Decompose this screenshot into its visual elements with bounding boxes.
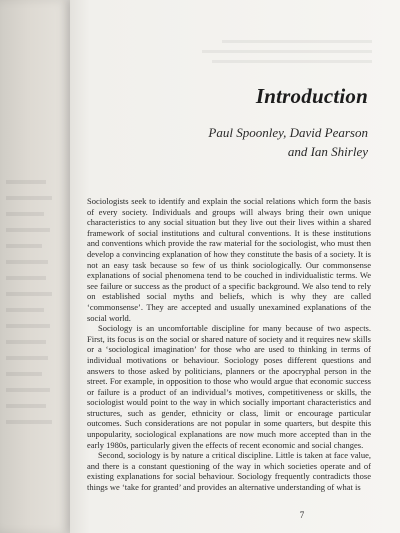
ghost-text-line (6, 420, 52, 424)
previous-page-edge (0, 0, 70, 533)
chapter-title: Introduction (255, 84, 368, 108)
ghost-text-line (6, 308, 44, 312)
ghost-text-line (6, 404, 46, 408)
ghost-text-line (6, 324, 50, 328)
body-text (87, 196, 371, 493)
paragraph: Sociology is an uncomfortable discipline for many because of two aspects. First, its focus is on the social or shared nature of society and it requires new skills or a ‘sociological imagination’ for those who are used to thinking in terms of individual motivations or behaviour. Sociology poses different questions and answers to those asked by politicians, planners or the apocryphal person in the street. For example, in opposition to those who would argue that economic success or failure is a product of an individual’s motives, competitiveness or skills, the sociologist would point to the way in which socially important characteristics and structures, such as gender, ethnicity or class, limit or encourage particular outcomes. Such considerations are not popular in some quarters, but despite this unpopularity, sociological explanations are now much more accepted than in the early 1980s, particularly given the effects of recent economic and social changes. (87, 323, 371, 450)
book-page (70, 0, 400, 533)
ghost-text-line (6, 292, 52, 296)
ghost-text-line (6, 372, 42, 376)
show-through-line (212, 60, 372, 63)
ghost-text-line (6, 276, 46, 280)
ghost-text-line (6, 388, 50, 392)
page-number: 7 (299, 510, 305, 520)
chapter-authors-line-1: Paul Spoonley, David Pearson (208, 125, 368, 140)
ghost-text-line (6, 212, 44, 216)
ghost-text-line (6, 180, 46, 184)
show-through-line (202, 50, 372, 53)
ghost-text-line (6, 196, 52, 200)
paragraph: Second, sociology is by nature a critical discipline. Little is taken at face value, and there is a constant questioning of the way in which societies operate and of existing explanations for social behaviour. Sociology frequently contradicts those things we ‘take for granted’ and provides an alternative understanding of what is (87, 450, 371, 493)
paragraph: Sociologists seek to identify and explain the social relations which form the basis of every society. Individuals and groups will always bring their own unique characteristics to any social situation but they live out their lives within a shared framework of social institutions and cultural conventions. It is these institutions and conventions which provide the raw material for the sociologist, who must then develop a convincing explanation of how they constitute the basis of a society. It is not an easy task because so few of us think sociologically. Our commonsense explanations of social phenomena tend to be couched in individualistic terms. We see failure or success as the product of a specific background. We also tend to rely on established social myths and beliefs, which is why they are called ‘commonsense’. They are accepted and usually unexamined explanations of the social world. (87, 196, 371, 323)
ghost-text-line (6, 244, 42, 248)
ghost-text-line (6, 340, 46, 344)
chapter-authors-line-2: and Ian Shirley (287, 144, 368, 159)
ghost-text-line (6, 260, 48, 264)
ghost-text-line (6, 228, 50, 232)
show-through-line (222, 40, 372, 43)
ghost-text-line (6, 356, 48, 360)
